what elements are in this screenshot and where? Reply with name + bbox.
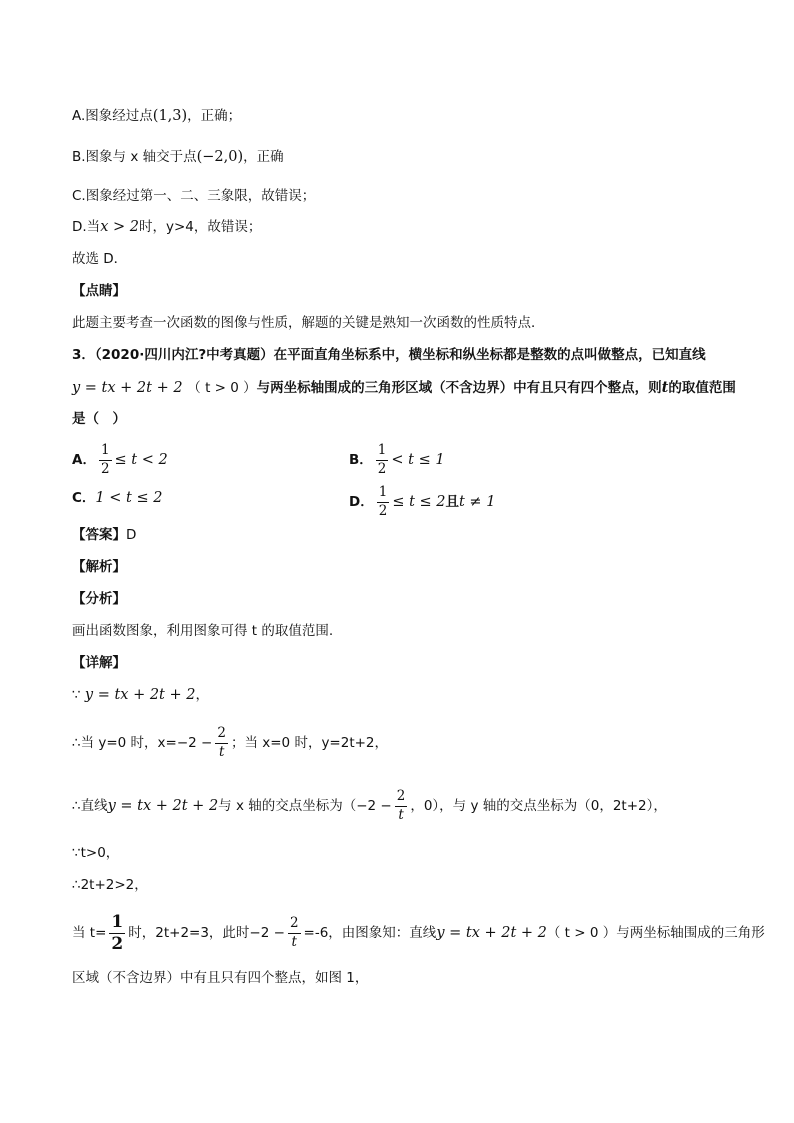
- fraction: $\frac{2}{t}$: [289, 915, 299, 950]
- fraction: $\frac{2}{t}$: [396, 788, 406, 823]
- fraction: $\frac{1}{2}$: [100, 442, 110, 477]
- option-a: A． $\frac{1}{2}$ ≤ t < 2: [72, 442, 168, 477]
- statement-b: B.图象与 x 轴交于点(−2,0)，正确: [72, 149, 284, 165]
- fraction: $\frac{1}{2}$: [111, 911, 124, 954]
- fraction: $\frac{1}{2}$: [377, 442, 387, 477]
- option-c: C．1 < t ≤ 2: [72, 490, 163, 506]
- option-b: B． $\frac{1}{2}$ < t ≤ 1: [349, 442, 445, 477]
- fenxi-text: 画出函数图象，利用图象可得 t 的取值范围.: [72, 623, 334, 639]
- step-4: ∵t>0，: [72, 845, 120, 861]
- statement-c: C.图象经过第一、二、三象限，故错误；: [72, 188, 316, 204]
- step-2: ∴当 y=0 时，x=−2 − $\frac{2}{t}$ ；当 x=0 时，y=2t+2，: [72, 725, 389, 760]
- step-7: 区域（不含边界）中有且只有四个整点，如图 1，: [72, 970, 369, 986]
- answer-line: 【答案】D: [72, 527, 137, 543]
- choose-line: 故选 D．: [72, 251, 128, 267]
- statement-d: D.当x > 2时，y>4，故错误；: [72, 219, 262, 235]
- xiangjie-heading: 【详解】: [72, 655, 126, 671]
- fraction: $\frac{1}{2}$: [378, 484, 388, 519]
- step-6: 当 t= $\frac{1}{2}$ 时，2t+2=3，此时−2 − $\frac{2}{t}$ =-6，由图象知：直线y = tx + 2t + 2（ t > 0 ）与两坐标轴围成的三角形: [72, 911, 765, 954]
- question-line-3: 是（ ）: [72, 411, 126, 427]
- dianjing-heading: 【点睛】: [72, 283, 126, 299]
- jiexi-heading: 【解析】: [72, 559, 126, 575]
- option-d: D． $\frac{1}{2}$ ≤ t ≤ 2且t ≠ 1: [349, 484, 496, 519]
- step-3: ∴直线y = tx + 2t + 2与 x 轴的交点坐标为（−2 − $\frac{2}{t}$ ，0），与 y 轴的交点坐标为（0，2t+2），: [72, 788, 667, 823]
- question-line-2: y = tx + 2t + 2 （ t > 0 ）与两坐标轴围成的三角形区域（不含边界）中有且只有四个整点，则t的取值范围: [72, 379, 736, 396]
- question-line-1: 3．（2020·四川内江?中考真题）在平面直角坐标系中，横坐标和纵坐标都是整数的点叫做整点，已知直线: [72, 347, 706, 363]
- summary-line: 此题主要考查一次函数的图像与性质，解题的关键是熟知一次函数的性质特点．: [72, 315, 545, 331]
- step-5: ∴2t+2>2，: [72, 877, 148, 893]
- statement-a: A.图象经过点(1,3)，正确；: [72, 108, 242, 124]
- fraction: $\frac{2}{t}$: [217, 725, 226, 760]
- fenxi-heading: 【分析】: [72, 591, 126, 607]
- step-1: ∵ y = tx + 2t + 2，: [72, 687, 209, 703]
